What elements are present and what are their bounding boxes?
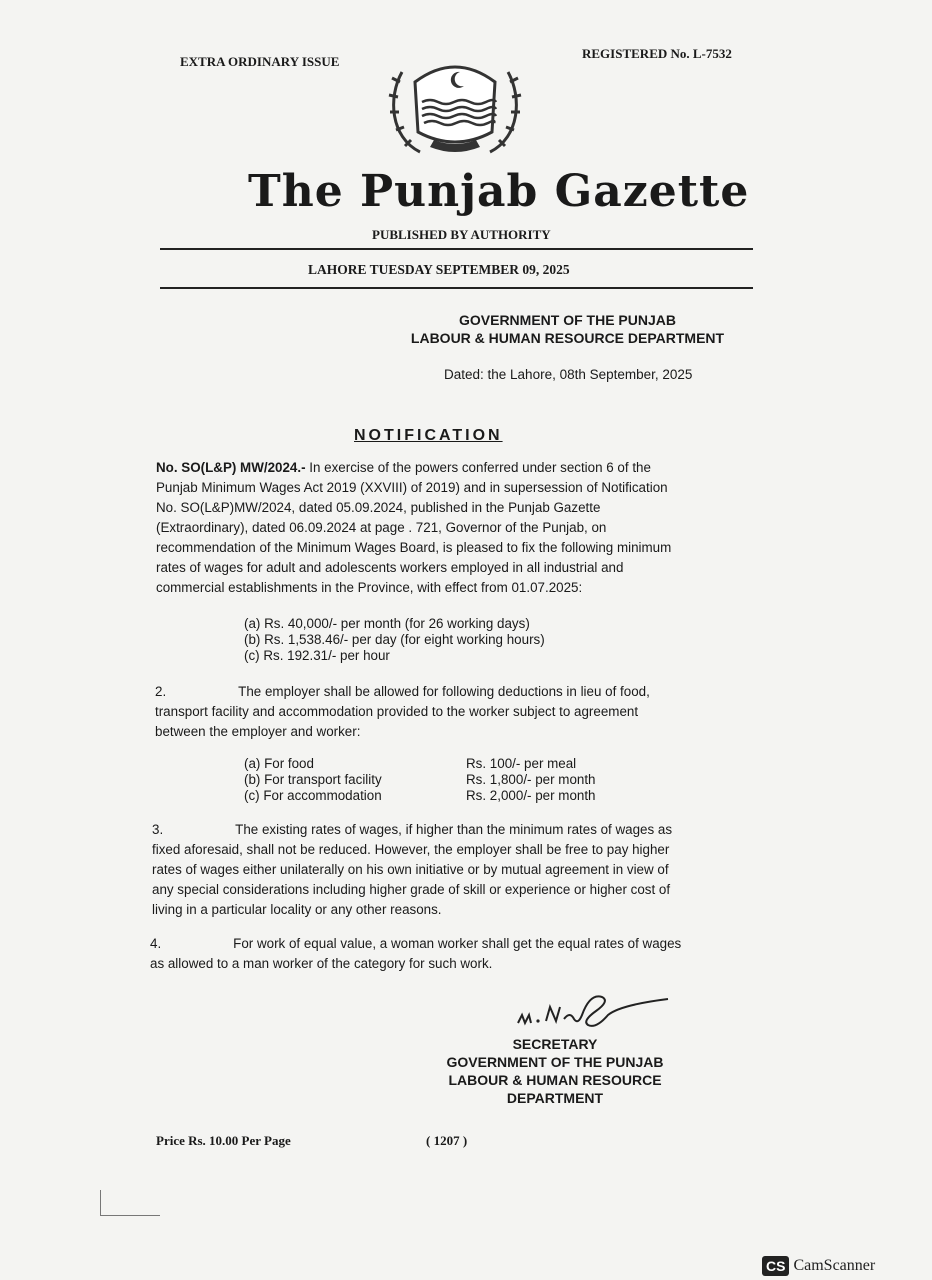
para1-line: recommendation of the Minimum Wages Board, is pleased to fix the following minimum bbox=[156, 540, 672, 555]
para3-line: rates of wages either unilaterally on his own initiative or by mutual agreement in view of bbox=[152, 862, 669, 877]
deduction-item: (c) For accommodation bbox=[244, 788, 382, 803]
para3-line: any special considerations including higher grade of skill or experience or higher cost of bbox=[152, 882, 671, 897]
registered-number: REGISTERED No. L-7532 bbox=[582, 46, 732, 61]
punjab-emblem bbox=[380, 52, 530, 167]
wage-list bbox=[244, 616, 545, 664]
published-by: PUBLISHED BY AUTHORITY bbox=[372, 227, 551, 242]
page-number: ( 1207 ) bbox=[426, 1133, 468, 1148]
wage-item: (a) Rs. 40,000/- per month (for 26 working days) bbox=[244, 616, 530, 631]
para4-line: as allowed to a man worker of the category for such work. bbox=[150, 956, 493, 971]
wage-item: (b) Rs. 1,538.46/- per day (for eight working hours) bbox=[244, 632, 545, 647]
camscanner-text: CamScanner bbox=[793, 1257, 876, 1274]
dept-name: LABOUR & HUMAN RESOURCE DEPARTMENT bbox=[410, 330, 725, 346]
para3-line: fixed aforesaid, shall not be reduced. However, the employer shall be free to pay higher bbox=[152, 842, 670, 857]
para1-line: rates of wages for adult and adolescents workers employed in all industrial and bbox=[156, 560, 624, 575]
para2-line: transport facility and accommodation provided to the worker subject to agreement bbox=[155, 704, 639, 719]
deduction-row bbox=[244, 756, 596, 772]
deduction-amount: Rs. 2,000/- per month bbox=[466, 788, 596, 803]
signature-block bbox=[430, 1035, 680, 1107]
signatory-govt: GOVERNMENT OF THE PUNJAB bbox=[446, 1054, 664, 1070]
scan-artifact-line bbox=[100, 1215, 160, 1216]
paragraph-3 bbox=[152, 820, 742, 920]
para1-line: commercial establishments in the Province, with effect from 01.07.2025: bbox=[156, 580, 583, 595]
para3-number: 3. bbox=[152, 822, 164, 837]
gazette-title: The Punjab Gazette bbox=[248, 166, 750, 217]
deduction-item: (b) For transport facility bbox=[244, 772, 382, 787]
gazette-date: LAHORE TUESDAY SEPTEMBER 09, 2025 bbox=[308, 262, 570, 277]
deduction-item: (a) For food bbox=[244, 756, 314, 771]
camscanner-watermark bbox=[762, 1256, 875, 1276]
notification-heading: NOTIFICATION bbox=[354, 427, 503, 444]
header-rule-bottom bbox=[160, 287, 753, 289]
para1-line: In exercise of the powers conferred under section 6 of the bbox=[309, 460, 651, 475]
para1-line: (Extraordinary), dated 06.09.2024 at page . 721, Governor of the Punjab, on bbox=[156, 520, 607, 535]
deduction-amount: Rs. 100/- per meal bbox=[466, 756, 577, 771]
para3-line: living in a particular locality or any other reasons. bbox=[152, 902, 442, 917]
signatory-dept-cont: DEPARTMENT bbox=[506, 1090, 604, 1106]
para3-line: The existing rates of wages, if higher than the minimum rates of wages as bbox=[235, 822, 673, 837]
para4-number: 4. bbox=[150, 936, 162, 951]
wage-item: (c) Rs. 192.31/- per hour bbox=[244, 648, 390, 663]
para2-line: The employer shall be allowed for following deductions in lieu of food, bbox=[238, 684, 650, 699]
deduction-row bbox=[244, 772, 596, 788]
signature bbox=[510, 985, 690, 1035]
notification-ref-no: No. SO(L&P) MW/2024.- bbox=[156, 460, 306, 475]
scan-artifact-edge bbox=[100, 1190, 101, 1215]
signatory-title: SECRETARY bbox=[512, 1036, 598, 1052]
dept-government: GOVERNMENT OF THE PUNJAB bbox=[458, 312, 676, 328]
para2-line: between the employer and worker: bbox=[155, 724, 361, 739]
paragraph-2 bbox=[155, 682, 745, 742]
paragraph-4 bbox=[150, 934, 742, 974]
price-per-page: Price Rs. 10.00 Per Page bbox=[156, 1133, 291, 1148]
deduction-amount: Rs. 1,800/- per month bbox=[466, 772, 596, 787]
deduction-row bbox=[244, 788, 596, 804]
signatory-dept: LABOUR & HUMAN RESOURCE bbox=[448, 1072, 662, 1088]
camscanner-logo-icon: CS bbox=[762, 1256, 789, 1276]
para1-line: No. SO(L&P)MW/2024, dated 05.09.2024, published in the Punjab Gazette bbox=[156, 500, 601, 515]
dated-line: Dated: the Lahore, 08th September, 2025 bbox=[444, 367, 693, 382]
deduction-list bbox=[244, 756, 596, 804]
para4-line: For work of equal value, a woman worker shall get the equal rates of wages bbox=[233, 936, 682, 951]
para1-line: Punjab Minimum Wages Act 2019 (XXVIII) of 2019) and in supersession of Notification bbox=[156, 480, 668, 495]
header-rule-top bbox=[160, 248, 753, 250]
issue-type: EXTRA ORDINARY ISSUE bbox=[180, 54, 340, 69]
para2-number: 2. bbox=[155, 684, 167, 699]
paragraph-1 bbox=[156, 458, 744, 598]
